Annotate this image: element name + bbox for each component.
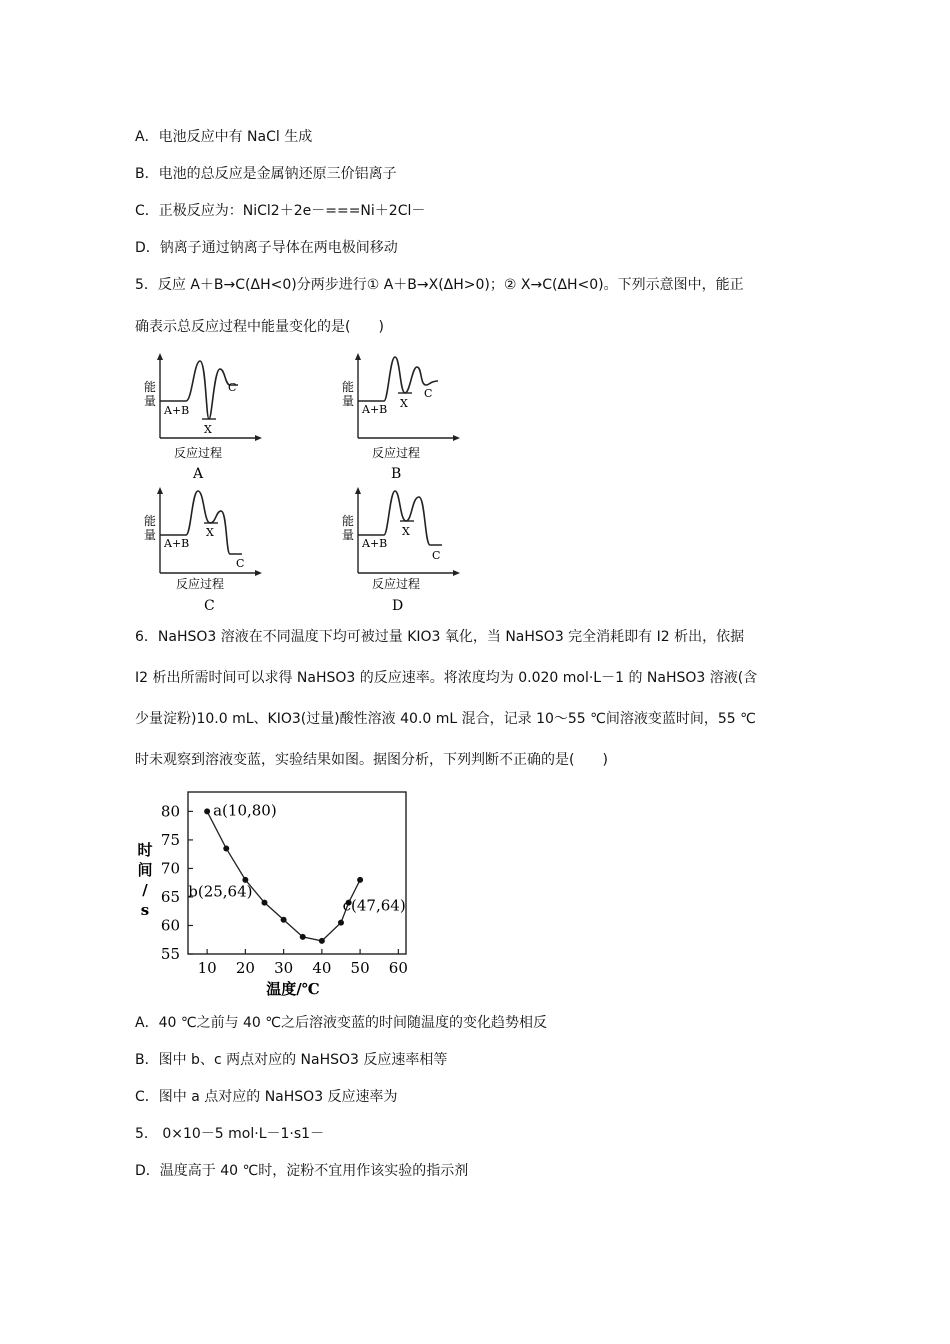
intermediate-label: X: [402, 525, 410, 538]
intermediate-label: X: [206, 526, 214, 539]
q6-option-c-continued: 5． 0×10－5 mol·L－1·s1－: [135, 1126, 325, 1142]
energy-diagram-b: [342, 353, 460, 482]
product-label: C: [236, 557, 245, 570]
x-axis-label: 反应过程: [372, 446, 421, 460]
point-annotation-2: c(47,64): [342, 896, 406, 915]
x-axis-label: 温度/℃: [266, 980, 320, 998]
q5-energy-diagrams: [130, 345, 490, 620]
x-axis-label: 反应过程: [176, 577, 225, 591]
q6-stem-line-4: 时未观察到溶液变蓝，实验结果如图。据图分析，下列判断不正确的是( ): [135, 752, 608, 768]
product-label: C: [432, 549, 441, 562]
q5-stem-line-1: 5．反应 A＋B→C(ΔH<0)分两步进行① A＋B→X(ΔH>0)；② X→C(ΔH<0)。下列示意图中，能正: [135, 277, 744, 293]
y-axis-label-char-2: /: [142, 881, 148, 899]
q4-option-c: C．正极反应为：NiCl2＋2e－===Ni＋2Cl－: [135, 203, 426, 219]
data-point-5: [300, 934, 306, 940]
x-tick-label-1: 20: [235, 959, 255, 977]
q4-option-a: A．电池反应中有 NaCl 生成: [135, 129, 313, 145]
y-label-2: 量: [144, 528, 157, 542]
reactant-label: A+B: [362, 537, 388, 550]
product-label: C: [424, 387, 433, 400]
y-axis-label-char-1: 间: [137, 861, 153, 879]
reactant-label: A+B: [164, 537, 190, 550]
energy-diagram-d: [342, 487, 460, 614]
y-label-1: 能: [144, 380, 157, 394]
q6-option-c: C．图中 a 点对应的 NaHSO3 反应速率为: [135, 1089, 398, 1105]
x-tick-label-4: 50: [350, 959, 370, 977]
data-point-1: [223, 845, 229, 851]
y-axis-label-char-3: s: [140, 901, 150, 919]
q6-stem-line-1: 6．NaHSO3 溶液在不同温度下均可被过量 KIO3 氧化，当 NaHSO3 完全消耗即有 I2 析出，依据: [135, 629, 745, 645]
data-point-7: [338, 920, 344, 926]
q6-temperature-time-chart: [130, 790, 420, 1002]
y-tick-label-5: 80: [160, 802, 180, 821]
product-label: C: [228, 381, 237, 394]
y-tick-label-3: 70: [160, 859, 180, 878]
q4-option-b: B．电池的总反应是金属钠还原三价铝离子: [135, 166, 397, 182]
q6-option-b: B．图中 b、c 两点对应的 NaHSO3 反应速率相等: [135, 1052, 448, 1068]
y-label-1: 能: [144, 514, 157, 528]
y-label-2: 量: [144, 394, 157, 408]
q6-option-d: D．温度高于 40 ℃时，淀粉不宜用作该实验的指示剂: [135, 1163, 469, 1179]
point-annotation-0: a(10,80): [213, 801, 277, 820]
diagram-option-c: C: [204, 598, 215, 614]
data-point-3: [261, 900, 267, 906]
data-point-6: [319, 938, 325, 944]
y-label-2: 量: [342, 394, 355, 408]
diagram-option-b: B: [391, 466, 402, 482]
diagram-option-a: A: [193, 466, 204, 482]
intermediate-label: X: [400, 397, 408, 410]
q4-option-d: D．钠离子通过钠离子导体在两电极间移动: [135, 240, 398, 256]
y-label-1: 能: [342, 380, 355, 394]
x-tick-label-3: 40: [312, 959, 332, 977]
y-tick-label-1: 60: [160, 916, 180, 935]
y-tick-label-0: 55: [160, 945, 180, 963]
q6-stem-line-3: 少量淀粉)10.0 mL、KIO3(过量)酸性溶液 40.0 mL 混合，记录 10～55 ℃间溶液变蓝时间，55 ℃: [135, 711, 756, 727]
y-axis-label-char-0: 时: [137, 841, 153, 859]
energy-diagram-c: [144, 487, 262, 614]
reactant-label: A+B: [362, 403, 388, 416]
q6-stem-line-2: I2 析出所需时间可以求得 NaHSO3 的反应速率。将浓度均为 0.020 mol·L－1 的 NaHSO3 溶液(含: [135, 670, 758, 686]
data-point-4: [281, 917, 287, 923]
intermediate-label: X: [204, 423, 212, 436]
point-annotation-1: b(25,64): [188, 882, 253, 901]
y-tick-label-4: 75: [160, 830, 180, 849]
x-axis-label: 反应过程: [372, 577, 421, 591]
data-point-0: [204, 808, 210, 814]
energy-diagram-a: [144, 353, 262, 482]
reactant-label: A+B: [164, 404, 190, 417]
diagram-option-d: D: [392, 598, 404, 614]
x-tick-label-5: 60: [388, 959, 408, 977]
x-axis-label: 反应过程: [174, 446, 223, 460]
x-tick-label-2: 30: [274, 959, 294, 977]
q6-option-a: A．40 ℃之前与 40 ℃之后溶液变蓝的时间随温度的变化趋势相反: [135, 1015, 548, 1031]
data-point-9: [357, 877, 363, 883]
x-tick-label-0: 10: [197, 959, 217, 977]
y-label-2: 量: [342, 528, 355, 542]
y-label-1: 能: [342, 514, 355, 528]
y-tick-label-2: 65: [160, 887, 180, 906]
q5-stem-line-2: 确表示总反应过程中能量变化的是( ): [135, 319, 384, 335]
